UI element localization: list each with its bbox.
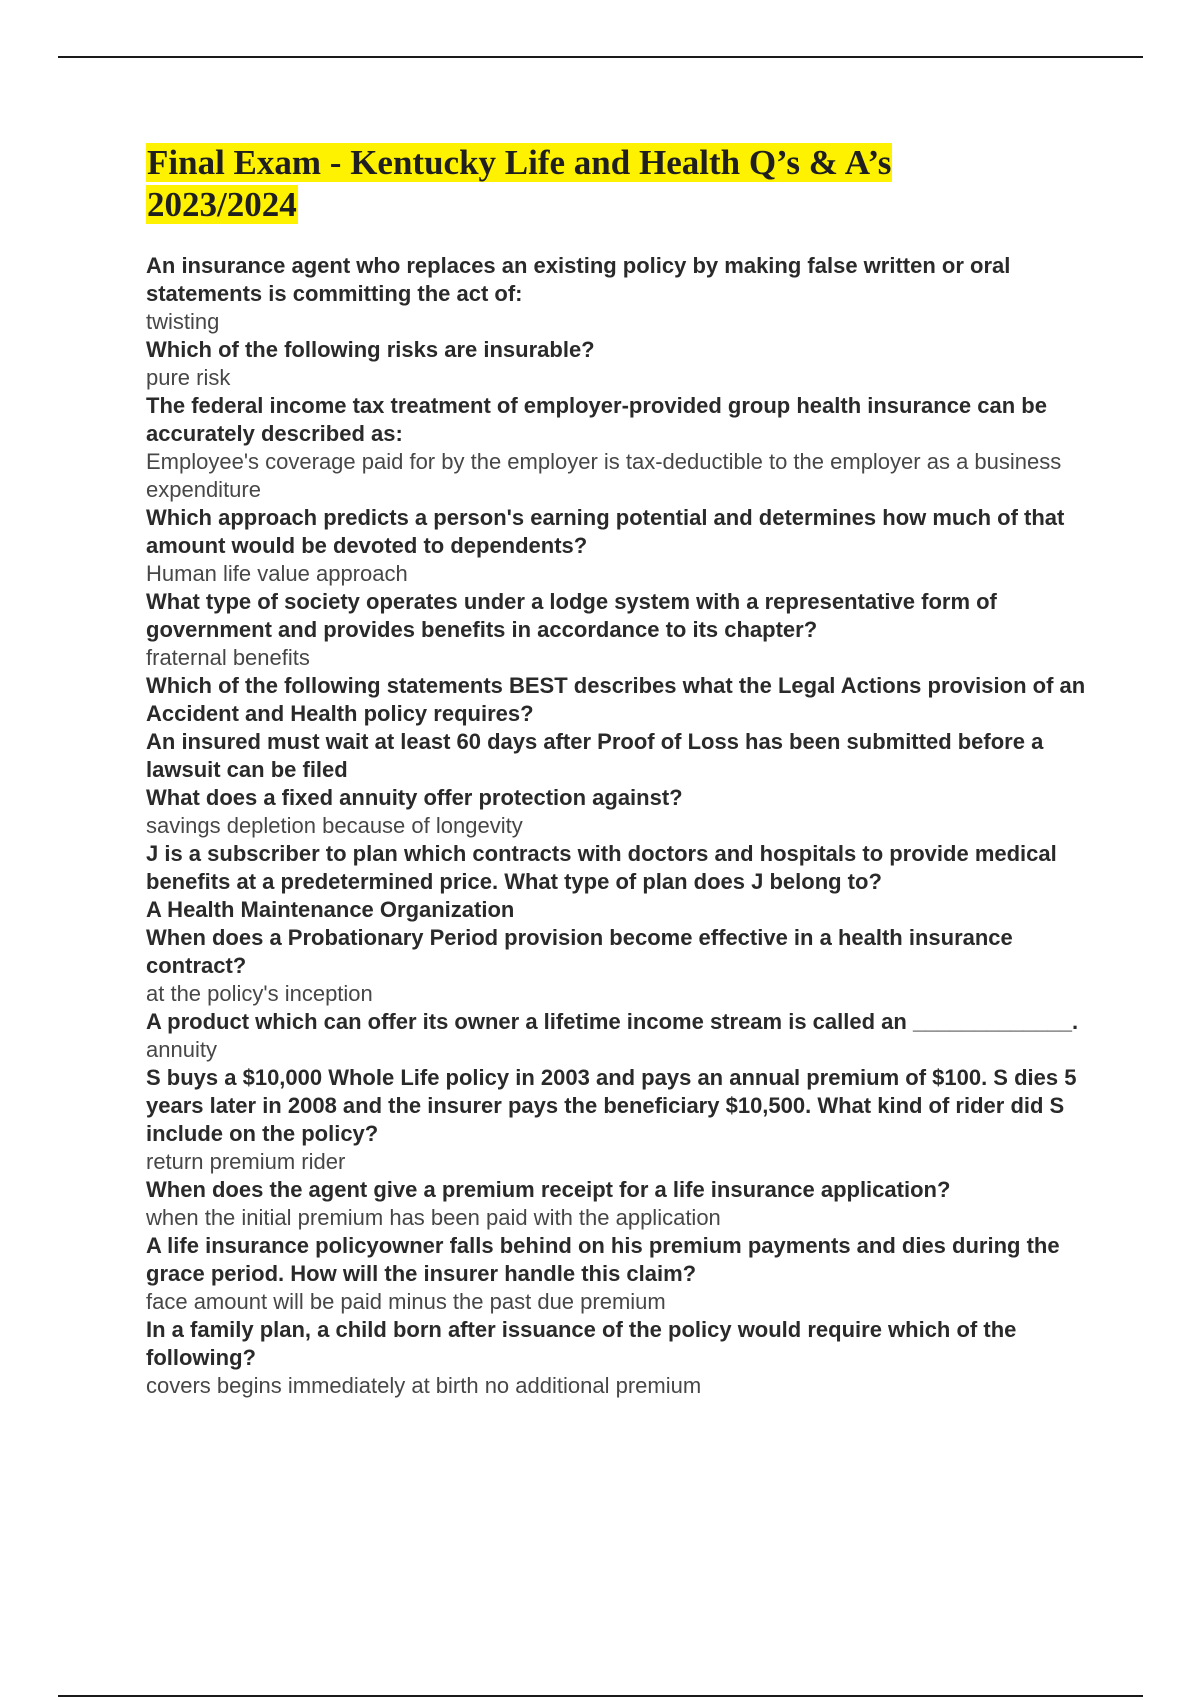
answer-text: annuity (146, 1037, 217, 1062)
answer-text: at the policy's inception (146, 981, 373, 1006)
answer-text: face amount will be paid minus the past due premium (146, 1289, 666, 1314)
answer-text: twisting (146, 309, 220, 334)
document-body (146, 142, 1096, 1400)
answer-text: A Health Maintenance Organization (146, 897, 515, 922)
question-text: When does a Probationary Period provision become effective in a health insurance contract? (146, 925, 1013, 978)
answer-text: return premium rider (146, 1149, 346, 1174)
question-text: S buys a $10,000 Whole Life policy in 2003 and pays an annual premium of $100. S dies 5 years later in 2008 and the insurer pays the beneficiary $10,500. What kind of rider did S include on the policy? (146, 1065, 1077, 1146)
answer-text: covers begins immediately at birth no additional premium (146, 1373, 702, 1398)
title-line-1: Final Exam - Kentucky Life and Health Q’s & A’s (147, 143, 892, 182)
question-text: Which of the following statements BEST describes what the Legal Actions provision of an Accident and Health policy requires? (146, 673, 1086, 726)
answer-text: when the initial premium has been paid with the application (146, 1205, 721, 1230)
top-rule (58, 56, 1143, 58)
answer-text: pure risk (146, 365, 231, 390)
answer-text: An insured must wait at least 60 days after Proof of Loss has been submitted before a lawsuit can be filed (146, 729, 1044, 782)
answer-text: Human life value approach (146, 561, 408, 586)
question-text: When does the agent give a premium receipt for a life insurance application? (146, 1177, 951, 1202)
question-text: What does a fixed annuity offer protection against? (146, 785, 683, 810)
document-title (146, 142, 1096, 226)
qa-list (146, 252, 1096, 1400)
question-text: Which of the following risks are insurable? (146, 337, 595, 362)
title-line-2: 2023/2024 (147, 185, 297, 224)
question-text: A product which can offer its owner a lifetime income stream is called an _____________. (146, 1009, 1079, 1034)
answer-text: fraternal benefits (146, 645, 310, 670)
question-text: J is a subscriber to plan which contracts with doctors and hospitals to provide medical benefits at a predetermined price. What type of plan does J belong to? (146, 841, 1057, 894)
question-text: What type of society operates under a lodge system with a representative form of government and provides benefits in accordance to its chapter? (146, 589, 997, 642)
question-text: An insurance agent who replaces an existing policy by making false written or oral statements is committing the act of: (146, 253, 1011, 306)
question-text: Which approach predicts a person's earning potential and determines how much of that amount would be devoted to dependents? (146, 505, 1065, 558)
question-text: The federal income tax treatment of employer-provided group health insurance can be accurately described as: (146, 393, 1047, 446)
question-text: In a family plan, a child born after issuance of the policy would require which of the following? (146, 1317, 1017, 1370)
answer-text: Employee's coverage paid for by the employer is tax-deductible to the employer as a business expenditure (146, 449, 1062, 502)
bottom-rule (58, 1695, 1143, 1697)
answer-text: savings depletion because of longevity (146, 813, 523, 838)
question-text: A life insurance policyowner falls behind on his premium payments and dies during the grace period. How will the insurer handle this claim? (146, 1233, 1060, 1286)
